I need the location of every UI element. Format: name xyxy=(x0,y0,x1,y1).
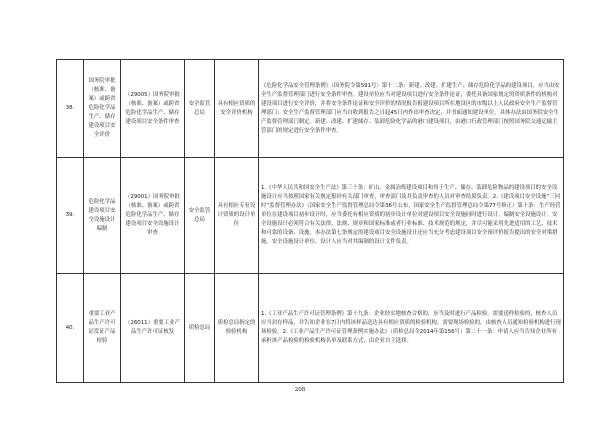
legal-basis: 《危险化学品安全管理条例》（国务院令第591号）第十二条：新建、改建、扩建生产、储存危险化学品的建设项目，应当由安全生产监督管理部门进行安全条件审查。建设单位应当对建设项目进行安全条件论证，委托具备国家规定的资质条件的机构对建设项目进行安全评价，并将安全条件论证和安全评价的情况报告报建设项目所在地设区的市级以上人民政府安全生产监督管理部门；安全生产监督管理部门应当自收到报告之日起45日内作出审查决定，并书面通知建设单位。具体办法由国务院安全生产监督管理部门制定。新建、改建、扩建储存、装卸危险化学品的港口建设项目，由港口行政管理部门按照国务院交通运输主管部门的规定进行安全条件审查。 xyxy=(259,60,564,158)
approval-item: （29005）国务院审批（核准、备案）或跨省危险化学品生产、储存建设项目安全条件审查 xyxy=(121,60,185,158)
row-number: 38. xyxy=(57,60,84,158)
service-agency: 具有相应专业设计资质的设计单位 xyxy=(215,158,259,274)
table-row xyxy=(57,158,564,274)
department: 安全监管总局 xyxy=(185,60,215,158)
service-name: 重要工业产品生产许可证发证产品检验 xyxy=(84,274,121,383)
row-number: 39. xyxy=(57,158,84,274)
service-name: 危险化学品建设项目安全设施设计编制 xyxy=(84,158,121,274)
regulation-table xyxy=(56,59,564,383)
department: 安全监管总局 xyxy=(185,158,215,274)
service-agency: 质检总局指定的检验机构 xyxy=(215,274,259,383)
department: 质检总局 xyxy=(185,274,215,383)
page-number: 208 xyxy=(294,387,306,393)
service-name: 国务院审批（核准、备案）或跨省危险化学品生产、储存建设项目安全评价 xyxy=(84,60,121,158)
legal-basis: 1.《工业产品生产许可证管理条例》第十九条：企业经实地核查合格的，应当及时进行产品检验。需要送样检验的，核查人员应当封存样品，并告知企业在7日内将该样品送达具有相应资质的检验机构。需要现场检验的，由核查人员通知检验机构进行现场检验。2.《工业产品生产许可证管理条例实施办法》（质检总局令2014年第156号）第二十一条：申请人应当告知企业所有承担该产品检验的检验机构名单及联系方式，由企业自主选择。 xyxy=(259,274,564,383)
row-number: 40. xyxy=(57,274,84,383)
legal-basis: 1.《中华人民共和国安全生产法》第三十条：矿山、金属冶炼建设项目和用于生产、储存、装卸危险物品的建设项目的安全设施设计应当按照国家有关规定报经有关部门审查，审查部门及其负责审查的人员对审查结果负责。2.《建设项目安全设施“三同时”监督管理办法》（国家安全生产监督管理总局令第36号公布，国家安全生产监督管理总局令第77号修正）第十条：生产经营单位在建设项目初步设计时，应当委托有相应资质的初步设计单位对建设项目安全设施同时进行设计，编制安全设施设计。安全设施设计必须符合有关法律、法规、规章和国家标准或者行业标准、技术规范的规定，并尽可能采用先进适用的工艺、技术和可靠的设备、设施。本办法第七条规定的建设项目安全设施设计还应当充分考虑建设项目安全预评价报告提出的安全对策措施。安全设施设计单位、设计人应当对其编制的设计文件负责。 xyxy=(259,158,564,274)
table-row xyxy=(57,60,564,158)
service-agency: 具有相应资质的安全评价机构 xyxy=(215,60,259,158)
approval-item: （29001）国务院审批（核准、备案）或跨省危险化学品生产、储存建设项目安全设施设计审查 xyxy=(121,158,185,274)
approval-item: （26011）重要工业产品生产许可证核发 xyxy=(121,274,185,383)
table-row xyxy=(57,274,564,383)
